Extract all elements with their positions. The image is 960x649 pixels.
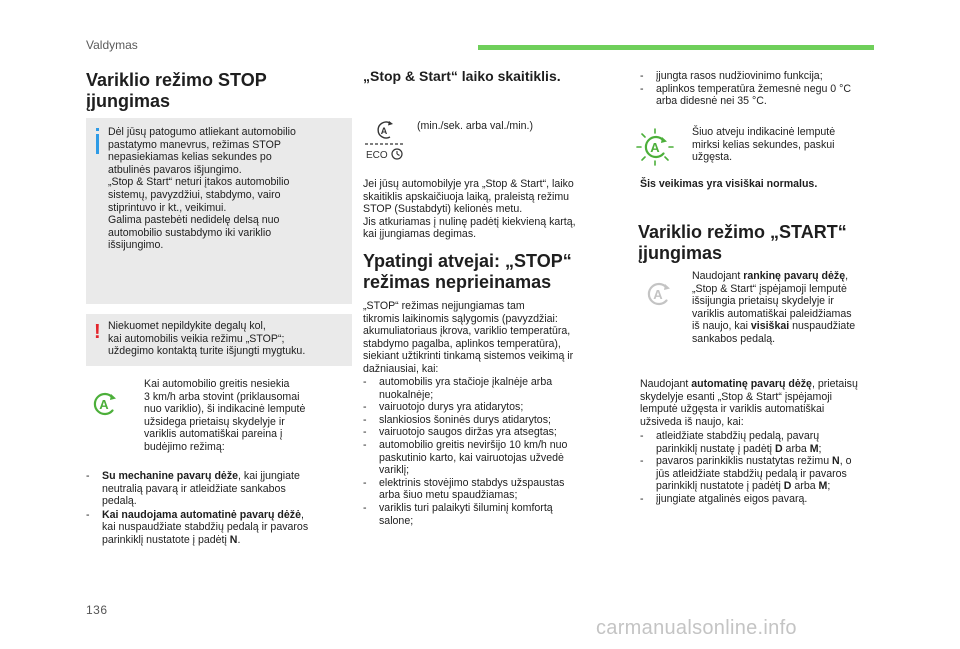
page-number: 136 — [86, 603, 108, 617]
text-line: mirksi kelias sekundes, paskui — [692, 138, 835, 151]
text-line: salone; — [379, 514, 414, 527]
text-span: pavaros parinkiklis nustatytas režimu — [656, 455, 833, 468]
text-line: - vairuotojo saugos diržas yra atsegtas; — [379, 426, 557, 439]
text-line: - elektrinis stovėjimo stabdys užspaustas — [379, 476, 565, 489]
stop-unavailable-title-line2: režimas neprieinamas — [363, 272, 552, 292]
text-line — [692, 308, 882, 321]
text-line — [656, 430, 890, 443]
text-line: automobilio sustabdymo iki variklio — [108, 226, 272, 239]
text-line: kai automobilis veikia režimu „STOP“; — [108, 332, 285, 345]
text-line: tikromis laikinomis sąlygomis (pavyzdžiai: — [363, 312, 558, 325]
list-item — [363, 426, 623, 439]
automatic-gearbox-list — [640, 430, 890, 506]
text-line: užsidega prietaisų skydelyje ir — [144, 415, 285, 428]
normal-operation-note: Šis veikimas yra visiškai normalus. — [640, 178, 818, 190]
text-span: parinkiklį nustatę į padėtį — [656, 442, 775, 455]
text-span: rankinę pavarų dėžę — [743, 270, 846, 282]
stop-mode-title-line1: Variklio režimo STOP — [86, 70, 267, 90]
list-item — [363, 401, 623, 414]
text-line — [656, 455, 890, 468]
svg-text:A: A — [99, 397, 109, 412]
text-span: užsiveda iš naujo, kai: — [640, 415, 744, 428]
text-line — [692, 283, 882, 296]
info-icon — [96, 134, 99, 154]
text-line: užgęsta. — [692, 151, 733, 164]
info-note-box — [86, 118, 352, 304]
text-line: „STOP“ režimas neįjungiamas tam — [363, 300, 525, 312]
text-line: - automobilio greitis neviršijo 10 km/h nuo — [379, 438, 568, 451]
text-line: Jei jūsų automobilyje yra „Stop & Start“, laiko — [363, 178, 574, 190]
list-item — [363, 376, 623, 401]
text-line: variklį; — [379, 464, 410, 477]
text-line — [640, 416, 890, 429]
text-line: nuokalnėje; — [379, 388, 434, 401]
text-line — [102, 470, 352, 483]
text-line — [692, 270, 882, 283]
start-mode-title-line1: Variklio režimo „START“ — [638, 222, 847, 242]
text-span: išsijungia prietaisų skydelyje ir — [692, 295, 834, 308]
list-item — [86, 509, 352, 547]
stop-unavailable-list — [363, 376, 623, 527]
list-item — [86, 470, 352, 508]
text-span: D — [783, 480, 792, 493]
list-item — [363, 439, 623, 477]
text-line: skaitiklis apskaičiuoja laiką, praleistą režimu — [363, 190, 570, 203]
eco-label: ECO — [366, 150, 388, 161]
start-mode-title-line2: įjungimas — [638, 243, 723, 263]
list-item — [640, 70, 880, 83]
text-line: - aplinkos temperatūra žemesnė negu 0 °C — [656, 82, 852, 95]
text-span: nuspaudžiate — [789, 320, 856, 333]
text-span: variklis automatiškai paleidžiamas — [692, 307, 852, 320]
text-span: Kai naudojama automatinė pavarų dėžė — [102, 508, 301, 521]
stop-unavailable-title-line1: Ypatingi atvejai: „STOP“ — [363, 251, 572, 271]
text-span: jūs atleidžiate stabdžių pedalą ir pavaros — [656, 467, 847, 480]
auto-stop-a-icon — [92, 392, 118, 416]
warning-note-box — [86, 314, 352, 366]
text-line: kai įjungiamas degimas. — [363, 228, 477, 241]
text-line: STOP (Sustabdyti) kelionės metu. — [363, 203, 523, 216]
text-span: kai nuspaudžiate stabdžių pedalą ir pavaros — [102, 521, 309, 534]
stop-unavailable-list-continued — [640, 70, 880, 108]
text-line — [656, 480, 890, 493]
text-span: N — [832, 455, 840, 468]
text-span: įjungiate atgalinės eigos pavarą. — [656, 492, 808, 505]
text-line — [640, 391, 890, 404]
text-line: - automobilis yra stačioje įkalnėje arba — [379, 376, 553, 388]
text-line: nuo variklio), ši indikacinė lemputė — [144, 403, 306, 416]
text-line — [692, 333, 882, 346]
text-line: akumuliatoriaus įkrova, variklio temperatūra, — [363, 325, 571, 338]
text-span: sankabos pedalą. — [692, 332, 776, 345]
text-line: uždegimo kontaktą turite išjungti mygtuku. — [108, 345, 306, 358]
stop-unavailable-title — [363, 251, 623, 293]
list-item — [363, 477, 623, 502]
warning-note-text — [108, 320, 348, 358]
text-line: paskutinio karto, kai vairuotojas užvedė — [379, 451, 564, 464]
blink-text — [692, 126, 882, 164]
info-note-text — [108, 126, 348, 252]
stop-unavailable-intro — [363, 300, 623, 376]
text-line — [640, 378, 890, 391]
timer-description — [363, 178, 623, 241]
text-span: M — [818, 480, 828, 493]
text-line — [656, 493, 890, 506]
text-line: - variklis turi palaikyti šiluminį komfortą — [379, 501, 553, 514]
stop-conditions-list — [86, 470, 352, 548]
auto-stop-off-icon — [646, 282, 672, 306]
text-span: , kai įjungiate — [238, 470, 300, 482]
svg-text:A: A — [380, 126, 388, 136]
list-item — [640, 455, 890, 493]
text-span: atleidžiate stabdžių pedalą, pavarų — [656, 430, 820, 442]
automatic-gearbox-intro — [640, 378, 890, 428]
text-line — [692, 320, 882, 333]
text-line: Šiuo atveju indikacinė lemputė — [692, 126, 836, 138]
watermark: carmanualsonline.info — [596, 617, 797, 639]
list-item — [363, 414, 623, 427]
text-line: stiprintuvo ir kt., veikimui. — [108, 201, 227, 214]
text-line: Galima pastebėti nedidelę delsą nuo — [108, 214, 280, 227]
text-span: parinkiklį nustatote į padėtį — [656, 480, 784, 493]
text-line: budėjimo režimą: — [144, 440, 225, 453]
text-span: , prietaisų — [811, 378, 858, 390]
text-line — [102, 495, 352, 508]
text-span: visiškai — [750, 320, 790, 333]
text-line: - slankiosios šoninės durys atidarytos; — [379, 413, 551, 426]
text-line: - vairuotojo durys yra atidarytos; — [379, 401, 524, 414]
text-span: , o — [839, 455, 852, 468]
timer-units: (min./sek. arba val./min.) — [417, 120, 533, 132]
text-span: arba — [791, 480, 819, 493]
text-line — [656, 443, 890, 456]
text-span: Naudojant — [692, 270, 744, 282]
text-line: stabdymo pagalba, aplinkos temperatūra), — [363, 337, 561, 350]
text-line: variklis automatiškai pareina į — [144, 428, 283, 441]
text-line: Kai automobilio greitis nesiekia — [144, 378, 290, 390]
text-span: „Stop & Start“ įspėjamoji lemputė — [692, 282, 847, 295]
list-item — [640, 493, 890, 506]
stop-mode-title — [86, 70, 346, 112]
text-span: ; — [827, 480, 831, 493]
text-span: Su mechanine pavarų dėže — [102, 470, 239, 482]
auto-stop-blinking-icon — [636, 128, 674, 166]
section-header: Valdymas — [86, 38, 138, 52]
text-span: Naudojant — [640, 378, 692, 390]
text-line: sistemų, pavyzdžiui, stabdymo, vairo — [108, 188, 281, 201]
text-line: atbulinės pavaros išjungimo. — [108, 163, 242, 176]
eco-timer-icon — [362, 120, 408, 166]
text-line — [102, 483, 352, 496]
text-line: pastatymo manevrus, režimas STOP — [108, 138, 281, 151]
svg-text:A: A — [653, 287, 663, 302]
text-span: M — [809, 442, 819, 455]
text-line: išsijungimo. — [108, 239, 164, 252]
text-line: 3 km/h arba stovint (priklausomai — [144, 390, 300, 403]
text-line — [656, 468, 890, 481]
text-line: Jis atkuriamas į nulinę padėtį kiekvieną kartą, — [363, 215, 576, 228]
text-span: lemputė užgęsta ir variklis automatiškai — [640, 403, 825, 416]
text-line: siekiant užtikrinti tinkamą sistemos veikimą ir — [363, 350, 574, 363]
text-line: „Stop & Start“ neturi įtakos automobilio — [108, 176, 290, 189]
text-span: N — [229, 533, 238, 546]
text-span: parinkiklį nustatote į padėtį — [102, 533, 230, 546]
text-span: D — [774, 442, 783, 455]
text-span: , — [845, 270, 849, 282]
manual-gearbox-text — [692, 270, 882, 346]
text-span: pedalą. — [102, 495, 137, 508]
text-line: nepasiekiamas kelias sekundes po — [108, 151, 272, 164]
text-line — [102, 509, 352, 522]
text-span: , — [300, 508, 304, 521]
text-line: - įjungta rasos nudžiovinimo funkcija; — [656, 70, 823, 82]
list-item — [363, 502, 623, 527]
text-span: arba — [782, 442, 810, 455]
text-line: dažniausiai, kai: — [363, 362, 439, 375]
text-line — [640, 403, 890, 416]
list-item — [640, 430, 890, 455]
text-span: . — [237, 533, 241, 546]
start-mode-title — [638, 222, 888, 264]
indicator-text — [144, 378, 354, 454]
stop-mode-title-line2: įjungimas — [86, 91, 171, 111]
text-line — [102, 534, 352, 547]
text-line: arba šiuo metu spaudžiamas; — [379, 489, 518, 502]
text-line — [692, 295, 882, 308]
timer-title: „Stop & Start“ laiko skaitiklis. — [363, 68, 561, 84]
text-span: iš naujo, kai — [692, 320, 751, 333]
text-span: ; — [818, 442, 822, 455]
list-item — [640, 83, 880, 108]
text-span: neutralią pavarą ir atleidžiate sankabos — [102, 482, 286, 495]
text-line — [102, 521, 352, 534]
text-line: arba didesnė nei 35 °C. — [656, 95, 767, 108]
info-icon-dot — [96, 128, 99, 131]
text-span: skydelyje esanti „Stop & Start“ įspėjamoji — [640, 390, 832, 403]
svg-text:A: A — [650, 140, 660, 155]
text-span: automatinę pavarų dėžę — [691, 378, 812, 390]
section-header-bar — [478, 45, 874, 50]
warning-exclamation-icon: ! — [94, 321, 101, 343]
text-line: Dėl jūsų patogumo atliekant automobilio — [108, 126, 296, 138]
text-line: Niekuomet nepildykite degalų kol, — [108, 320, 266, 332]
